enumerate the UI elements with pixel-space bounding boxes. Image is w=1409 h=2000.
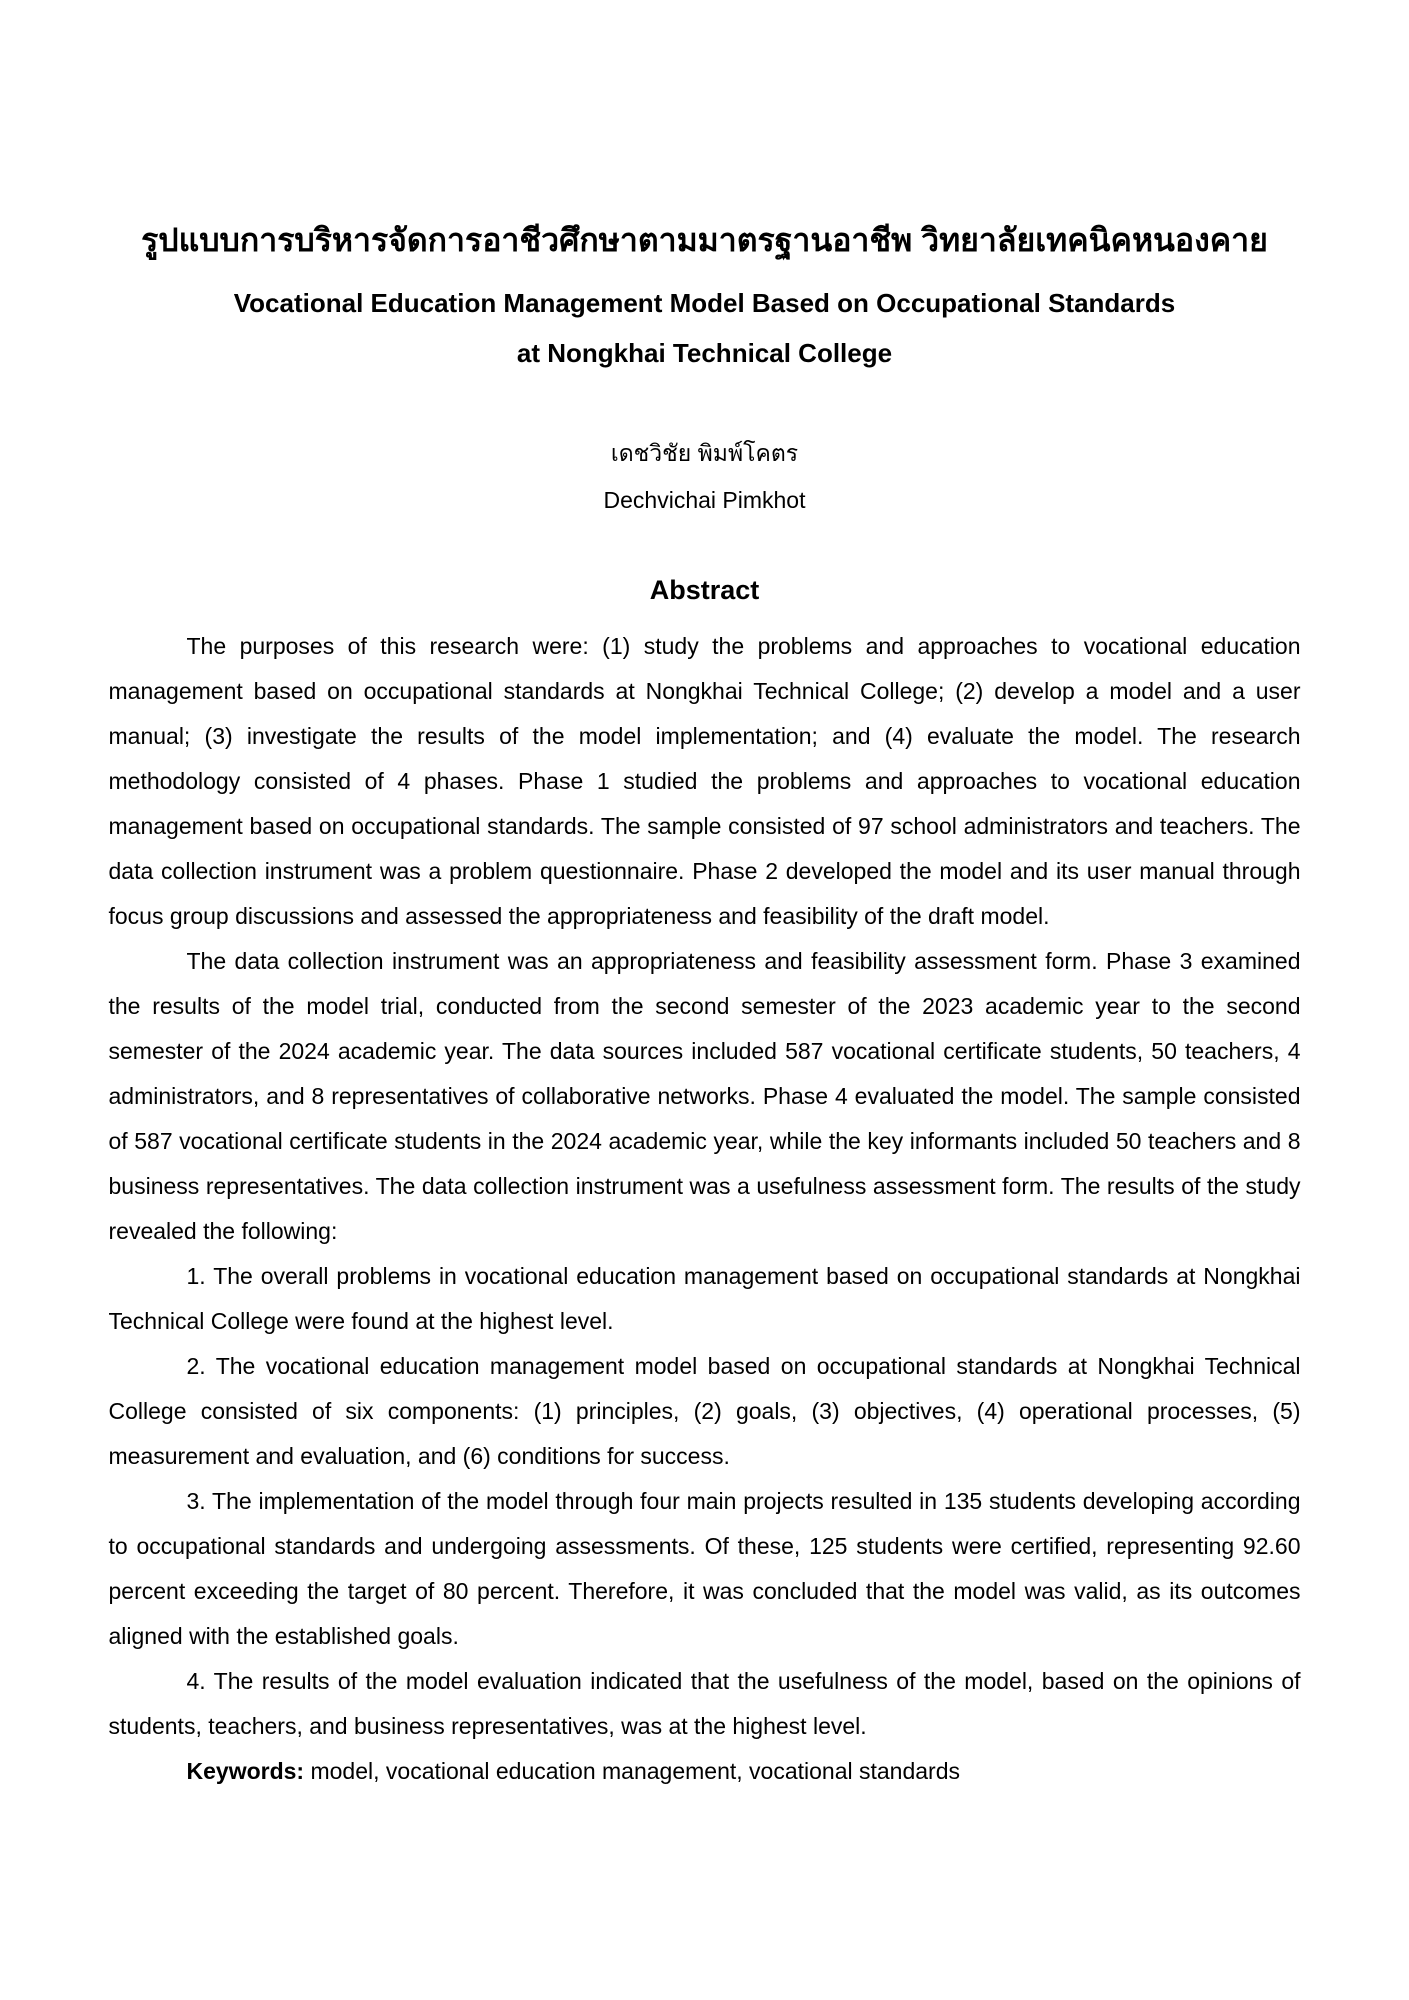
abstract-paragraph-2: The data collection instrument was an appropriateness and feasibility assessment form. Phase 3 examined the results of the model trial, conducted from the second semester of the 2023 academic year to the second semester of the 2024 academic year. The data sources included 587 vocational certificate students, 50 teachers, 4 administrators, and 8 representatives of collaborative networks. Phase 4 evaluated the model. The sample consisted of 587 vocational certificate students in the 2024 academic year, while the key informants included 50 teachers and 8 business representatives. The data collection instrument was a usefulness assessment form. The results of the study revealed the following:: [108, 948, 1301, 1244]
paper-title-thai: รูปแบบการบริหารจัดการอาชีวศึกษาตามมาตรฐานอาชีพ วิทยาลัยเทคนิคหนองคาย: [141, 222, 1268, 258]
abstract-result-item-4: 4. The results of the model evaluation indicated that the usefulness of the model, based on the opinions of students, teachers, and business representatives, was at the highest level.: [108, 1668, 1301, 1739]
keywords-text: model, vocational education management, vocational standards: [304, 1758, 960, 1784]
paper-title-english-line2: at Nongkhai Technical College: [516, 338, 893, 368]
abstract-result-item-1: 1. The overall problems in vocational education management based on occupational standards at Nongkhai Technical College were found at the highest level.: [108, 1263, 1301, 1334]
abstract-body: [109, 624, 1301, 1794]
author-block: [109, 430, 1301, 524]
abstract-result-item-2: 2. The vocational education management model based on occupational standards at Nongkhai Technical College consisted of six components: (1) principles, (2) goals, (3) objectives, (4) operational processes, (5) measurement and evaluation, and (6) conditions for success.: [108, 1353, 1301, 1469]
keywords-line: [109, 1749, 1301, 1794]
abstract-heading: Abstract: [649, 575, 760, 605]
author-name-thai: เดชวิชัย พิมพ์โคตร: [610, 440, 799, 466]
abstract-result-item-3: 3. The implementation of the model through four main projects resulted in 135 students developing according to occupational standards and undergoing assessments. Of these, 125 students were certified, representing 92.60 percent exceeding the target of 80 percent. Therefore, it was concluded that the model was valid, as its outcomes aligned with the established goals.: [108, 1488, 1301, 1649]
paper-title-english-line1: Vocational Education Management Model Based on Occupational Standards: [233, 288, 1176, 318]
paper-content: [109, 218, 1301, 1794]
abstract-paragraph-1: The purposes of this research were: (1) study the problems and approaches to vocational education management based on occupational standards at Nongkhai Technical College; (2) develop a model and a user manual; (3) investigate the results of the model implementation; and (4) evaluate the model. The research methodology consisted of 4 phases. Phase 1 studied the problems and approaches to vocational education management based on occupational standards. The sample consisted of 97 school administrators and teachers. The data collection instrument was a problem questionnaire. Phase 2 developed the model and its user manual through focus group discussions and assessed the appropriateness and feasibility of the draft model.: [108, 633, 1301, 929]
author-name-english: Dechvichai Pimkhot: [603, 487, 806, 513]
keywords-label: Keywords:: [186, 1758, 305, 1784]
